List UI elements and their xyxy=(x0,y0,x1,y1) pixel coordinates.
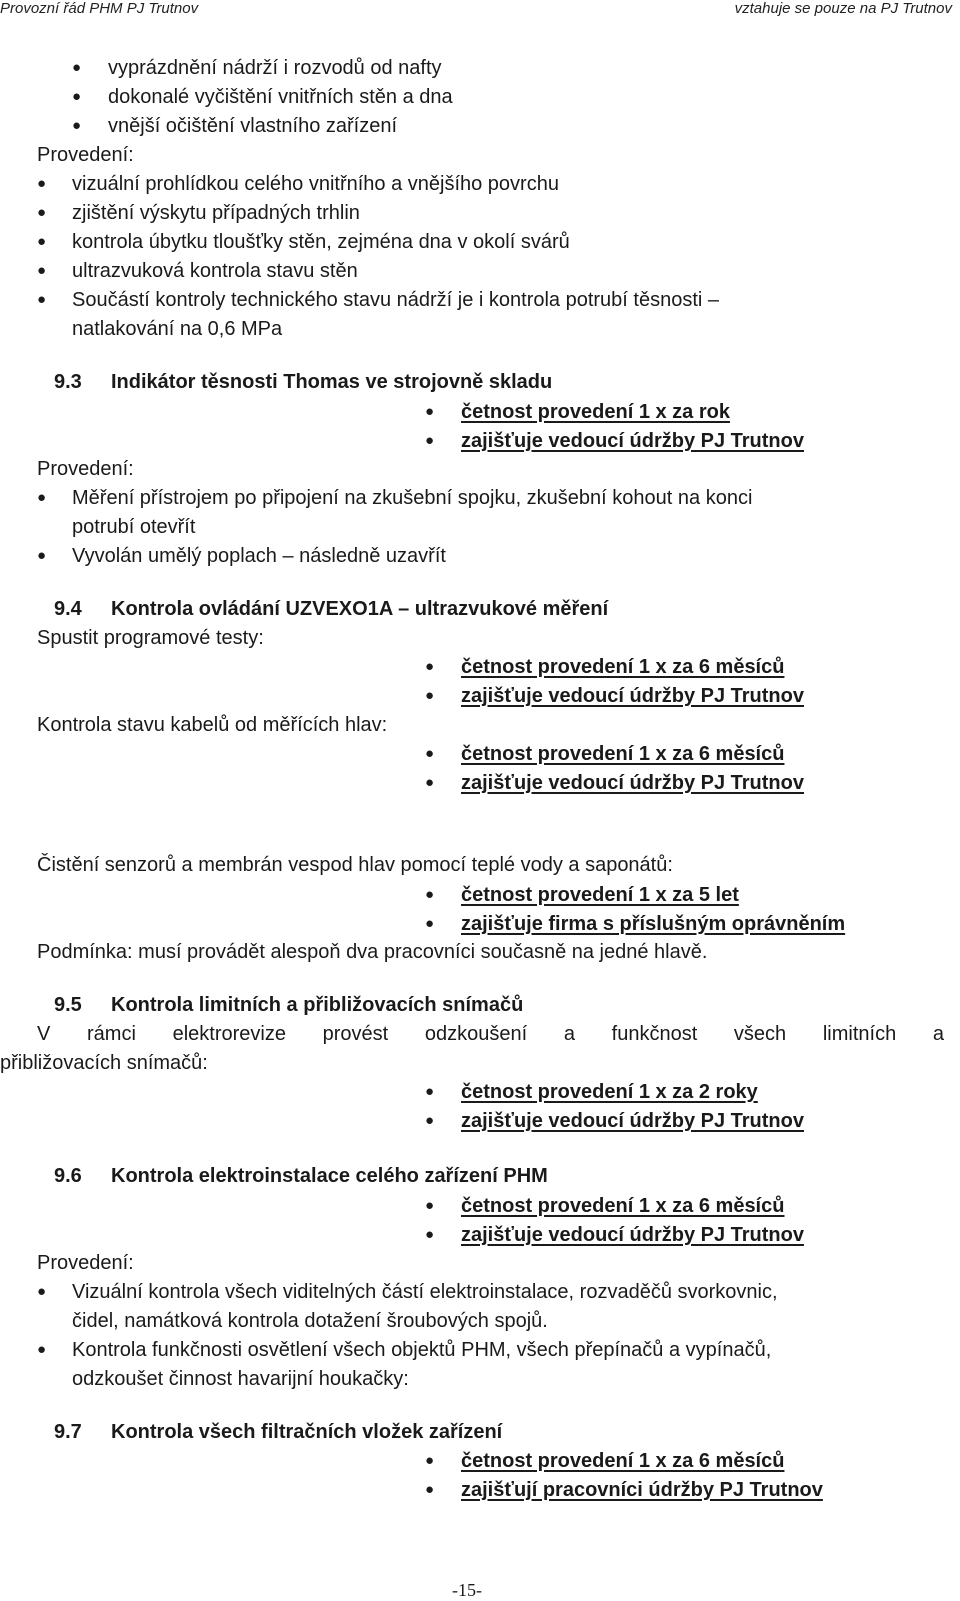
list-item-continuation: natlakování na 0,6 MPa xyxy=(72,318,283,340)
bullet-icon: ● xyxy=(425,1481,435,1498)
bullet-icon: ● xyxy=(425,432,435,449)
responsibility-text: zajišťuje firma s příslušným oprávněním xyxy=(461,913,846,935)
list-item: vizuální prohlídkou celého vnitřního a vnějšího povrchu xyxy=(72,173,559,195)
bullet-icon: ● xyxy=(37,291,47,308)
bullet-icon: ● xyxy=(425,1452,435,1469)
list-item: Vizuální kontrola všech viditelných částí elektroinstalace, rozvaděčů svorkovnic, xyxy=(72,1281,778,1303)
paragraph-text-continuation: přibližovacích snímačů: xyxy=(0,1052,208,1074)
section-title-9-7: Kontrola všech filtračních vložek zařízení xyxy=(111,1421,503,1443)
page-number: -15- xyxy=(452,1580,482,1600)
provedeni-label: Provedení: xyxy=(37,458,134,480)
paragraph-text: V rámci elektrorevize provést odzkoušení a funkčnost všech limitních a xyxy=(37,1023,944,1045)
list-item-continuation: potrubí otevřít xyxy=(72,516,196,538)
responsibility-text: zajišťují pracovníci údržby PJ Trutnov xyxy=(461,1479,823,1501)
bullet-icon: ● xyxy=(72,117,82,134)
bullet-icon: ● xyxy=(37,175,47,192)
bullet-icon: ● xyxy=(37,489,47,506)
bullet-icon: ● xyxy=(37,547,47,564)
bullet-icon: ● xyxy=(37,1283,47,1300)
bullet-icon: ● xyxy=(425,687,435,704)
frequency-text: četnost provedení 1 x za 2 roky xyxy=(461,1081,758,1103)
section-number-9-5: 9.5 xyxy=(54,994,82,1016)
bullet-icon: ● xyxy=(425,1226,435,1243)
bullet-icon: ● xyxy=(425,658,435,675)
bullet-icon: ● xyxy=(425,915,435,932)
subsection-label: Spustit programové testy: xyxy=(37,627,264,649)
bullet-icon: ● xyxy=(425,745,435,762)
frequency-text: četnost provedení 1 x za 5 let xyxy=(461,884,739,906)
frequency-text: četnost provedení 1 x za 6 měsíců xyxy=(461,1195,785,1217)
provedeni-label: Provedení: xyxy=(37,1252,134,1274)
frequency-text: četnost provedení 1 x za 6 měsíců xyxy=(461,743,785,765)
section-number-9-3: 9.3 xyxy=(54,371,82,393)
bullet-icon: ● xyxy=(37,1341,47,1358)
section-number-9-7: 9.7 xyxy=(54,1421,82,1443)
list-item: kontrola úbytku tloušťky stěn, zejména dna v okolí svárů xyxy=(72,231,570,253)
bullet-icon: ● xyxy=(37,262,47,279)
section-title-9-6: Kontrola elektroinstalace celého zařízení PHM xyxy=(111,1165,548,1187)
condition-text: Podmínka: musí provádět alespoň dva pracovníci současně na jedné hlavě. xyxy=(37,941,708,963)
bullet-icon: ● xyxy=(425,1083,435,1100)
list-item: ultrazvuková kontrola stavu stěn xyxy=(72,260,358,282)
bullet-icon: ● xyxy=(425,1197,435,1214)
bullet-icon: ● xyxy=(425,403,435,420)
subsection-label: Kontrola stavu kabelů od měřících hlav: xyxy=(37,714,388,736)
list-item: Součástí kontroly technického stavu nádrží je i kontrola potrubí těsnosti – xyxy=(72,289,720,311)
bullet-icon: ● xyxy=(72,59,82,76)
header-right: vztahuje se pouze na PJ Trutnov xyxy=(734,0,952,17)
list-item: dokonalé vyčištění vnitřních stěn a dna xyxy=(108,86,453,108)
list-item: vyprázdnění nádrží i rozvodů od nafty xyxy=(108,57,442,79)
list-item: Měření přístrojem po připojení na zkušební spojku, zkušební kohout na konci xyxy=(72,487,753,509)
responsibility-text: zajišťuje vedoucí údržby PJ Trutnov xyxy=(461,430,804,452)
header-left: Provozní řád PHM PJ Trutnov xyxy=(0,0,199,17)
section-number-9-4: 9.4 xyxy=(54,598,82,620)
list-item: zjištění výskytu případných trhlin xyxy=(72,202,360,224)
section-number-9-6: 9.6 xyxy=(54,1165,82,1187)
frequency-text: četnost provedení 1 x za 6 měsíců xyxy=(461,656,785,678)
frequency-text: četnost provedení 1 x za 6 měsíců xyxy=(461,1450,785,1472)
responsibility-text: zajišťuje vedoucí údržby PJ Trutnov xyxy=(461,772,804,794)
bullet-icon: ● xyxy=(425,886,435,903)
list-item: vnější očištění vlastního zařízení xyxy=(108,115,398,137)
bullet-icon: ● xyxy=(72,88,82,105)
section-title-9-5: Kontrola limitních a přibližovacích snímačů xyxy=(111,994,524,1016)
bullet-icon: ● xyxy=(425,774,435,791)
list-item-continuation: čidel, namátková kontrola dotažení šroubových spojů. xyxy=(72,1310,548,1332)
section-title-9-3: Indikátor těsnosti Thomas ve strojovně skladu xyxy=(111,371,553,393)
list-item: Vyvolán umělý poplach – následně uzavřít xyxy=(72,545,446,567)
provedeni-label: Provedení: xyxy=(37,144,134,166)
bullet-icon: ● xyxy=(425,1112,435,1129)
bullet-icon: ● xyxy=(37,233,47,250)
frequency-text: četnost provedení 1 x za rok xyxy=(461,401,730,423)
list-item-continuation: odzkoušet činnost havarijní houkačky: xyxy=(72,1368,409,1390)
responsibility-text: zajišťuje vedoucí údržby PJ Trutnov xyxy=(461,1224,804,1246)
responsibility-text: zajišťuje vedoucí údržby PJ Trutnov xyxy=(461,1110,804,1132)
bullet-icon: ● xyxy=(37,204,47,221)
responsibility-text: zajišťuje vedoucí údržby PJ Trutnov xyxy=(461,685,804,707)
subsection-label: Čistění senzorů a membrán vespod hlav pomocí teplé vody a saponátů: xyxy=(37,854,673,876)
section-title-9-4: Kontrola ovládání UZVEXO1A – ultrazvukové měření xyxy=(111,598,609,620)
list-item: Kontrola funkčnosti osvětlení všech objektů PHM, všech přepínačů a vypínačů, xyxy=(72,1339,772,1361)
